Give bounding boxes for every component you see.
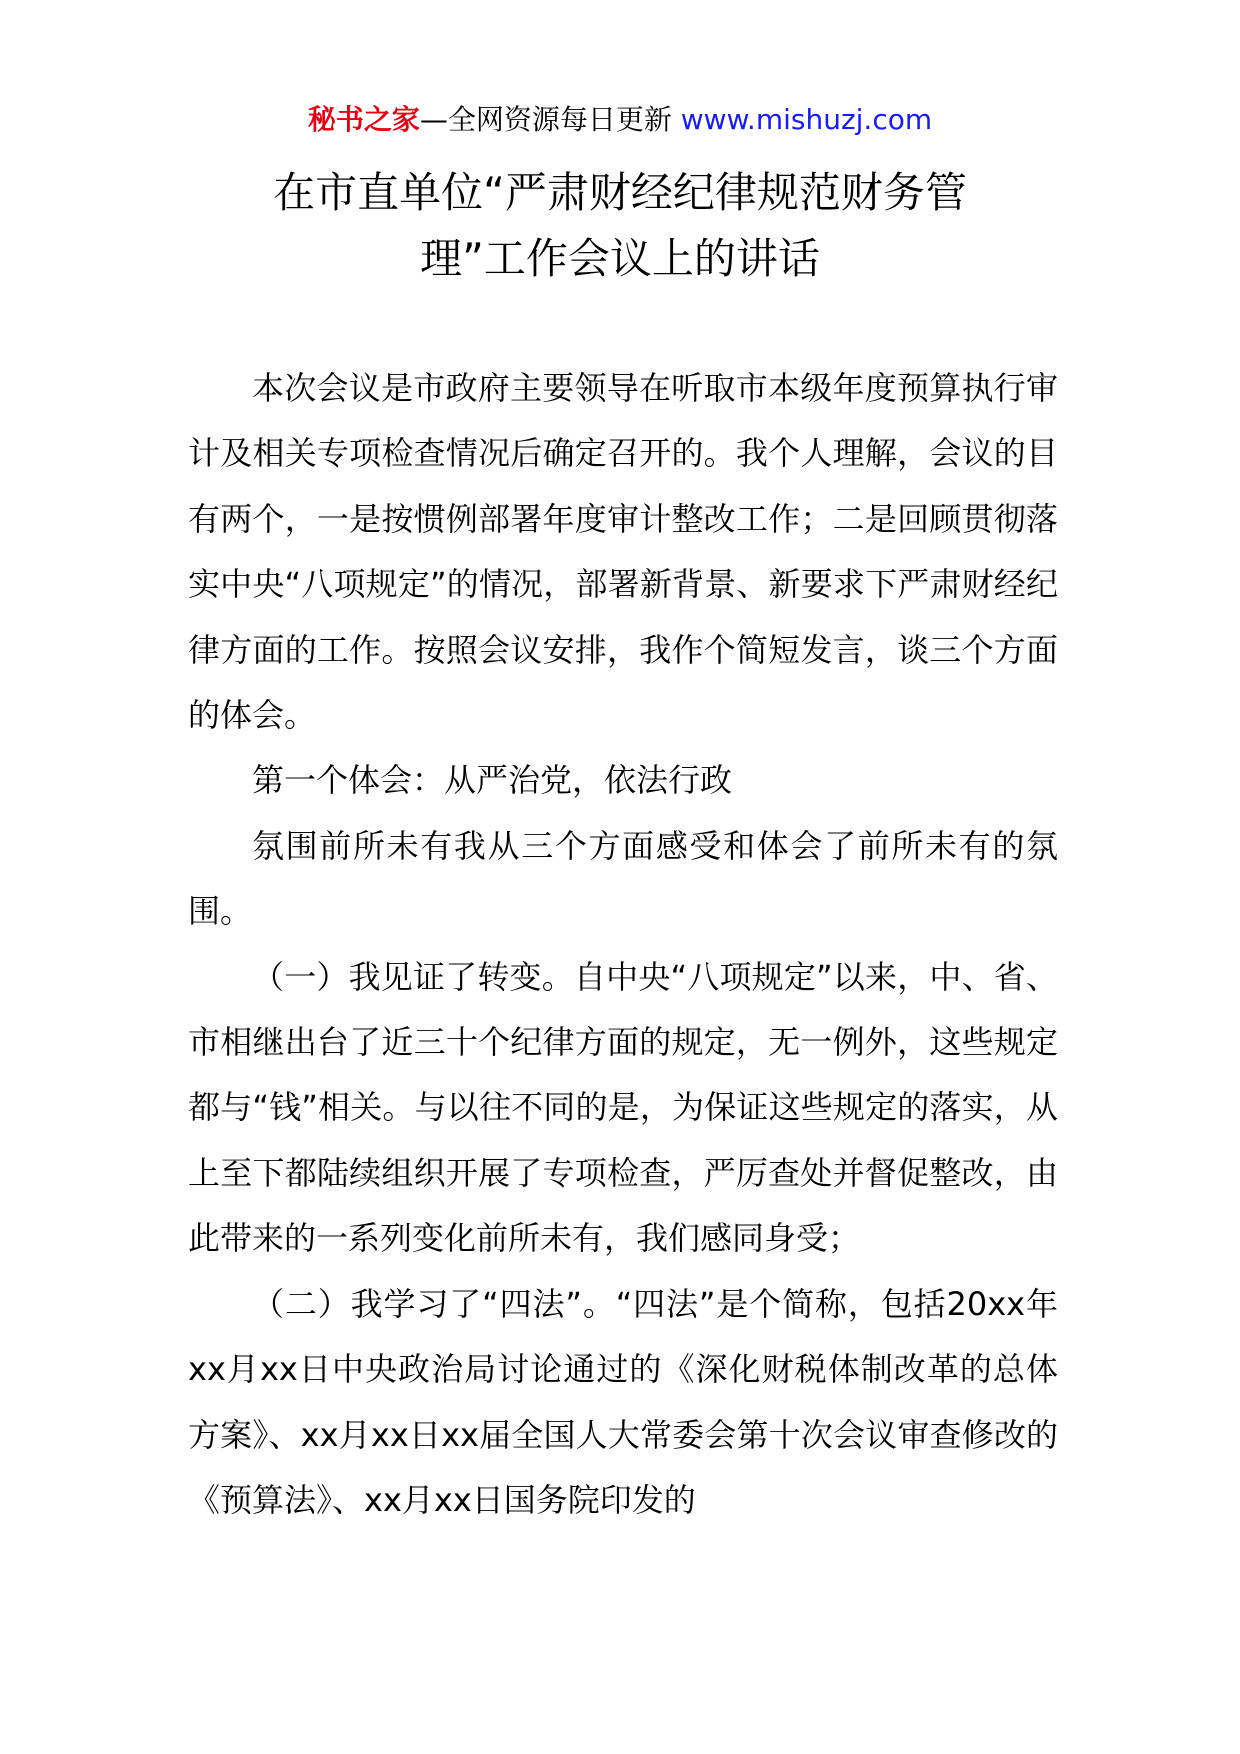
paragraph-heading-first: 第一个体会：从严治党，依法行政	[252, 761, 733, 800]
title-line-2: 理”工作会议上的讲话	[420, 234, 820, 283]
paragraph-intro: 本次会议是市政府主要领导在听取市本级年度预算执行审计及相关专项检查情况后确定召开的。我个人理解，会议的目有两个，一是按惯例部署年度审计整改工作；二是回顾贯彻落实中央“八项规定”的情况，部署新背景、新要求下严肃财经纪律方面的工作。按照会议安排，我作个简短发言，谈三个方面的体会。	[188, 369, 1058, 735]
site-brand: 秘书之家	[307, 103, 420, 136]
document-title	[180, 160, 1060, 292]
site-header	[0, 100, 1240, 140]
paragraph-atmosphere: 氛围前所未有我从三个方面感受和体会了前所未有的氛围。	[188, 826, 1058, 931]
paragraph-point-one: （一）我见证了转变。自中央“八项规定”以来，中、省、市相继出台了近三十个纪律方面的规定，无一例外，这些规定都与“钱”相关。与以往不同的是，为保证这些规定的落实，从上至下都陆续组织开展了专项检查，严厉查处并督促整改，由此带来的一系列变化前所未有，我们感同身受；	[188, 957, 1058, 1258]
title-line-1: 在市直单位“严肃财经纪律规范财务管	[273, 168, 967, 217]
site-slogan: —全网资源每日更新	[419, 103, 681, 136]
site-url[interactable]: www.mishuzj.com	[680, 103, 933, 136]
document-body	[188, 356, 1058, 1533]
paragraph-point-two: （二）我学习了“四法”。“四法”是个简称，包括20xx年xx月xx日中央政治局讨论通过的《深化财税体制改革的总体方案》、xx月xx日xx届全国人大常委会第十次会议审查修改的《预算法》、xx月xx日国务院印发的	[188, 1284, 1058, 1519]
